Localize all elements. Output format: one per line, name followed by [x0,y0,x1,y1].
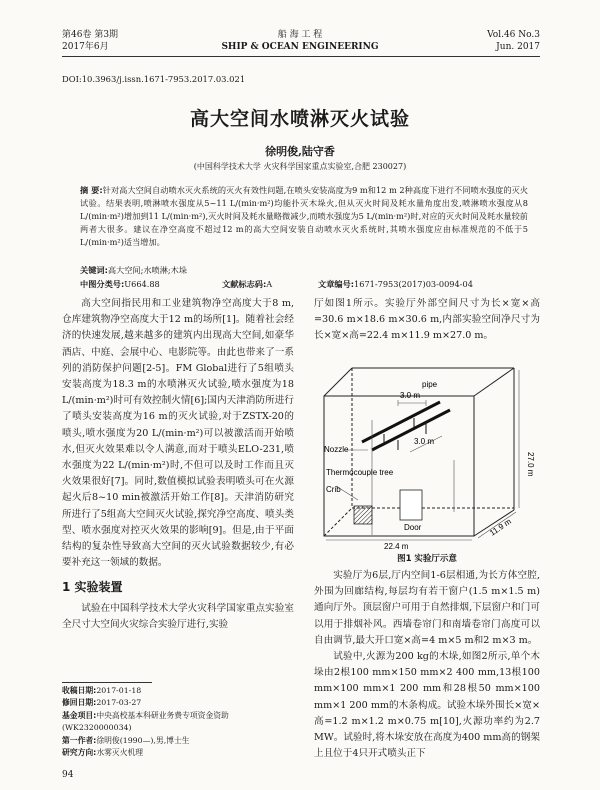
right-column-body [314,568,540,762]
keywords-text: 高大空间;水喷淋;木垛 [107,265,188,275]
left-column [62,296,294,633]
intro-paragraph: 高大空间指民用和工业建筑物净空高度大于8 m,仓库建筑物净空高度大于12 m的场所[1]。随着社会经济的快速发展,越来越多的建筑内出现高大空间,如豪华酒店、中庭、会展中心、电影院等。由此也带来了一系列的消防保护问题[2-5]。FM Global进行了5组喷头安装高度为18.3 m的水喷淋灭火试验,喷水强度为18 L/(min·m²)时可有效控制火情[6];国内天津消防所进行了喷头安装高度为16 m的灭火试验,对于ZSTX-20的喷头,喷水强度为20 L/(min·m²)可以被激活而开始喷水,但灭火效果难以令人满意,而对于喷头ELO-231,喷水强度为22 L/(min·m²)时,不但可以及时工作而且灭火效果很好[7]。同时,数值模拟试验表明喷头可在火源起火后8~10 min被激活开始工作[8]。天津消防研究所进行了5组高大空间灭火试验,探究净空高度、喷头类型、喷水强度对控灭火效果的影响[9]。但是,由于平面结构的复杂性导致高大空间的灭火试验数据较少,有必要补充这一领域的数据。 [62,298,294,569]
affiliation: (中国科学技术大学 火灾科学国家重点实验室,合肥 230027) [193,162,407,171]
label-thermocouple: Thermocouple tree [326,468,394,477]
header-date-cn: 2017年6月 [62,42,109,52]
article-number [318,278,473,290]
right-column-top: 厅如图1所示。实验厅外部空间尺寸为长×宽×高=30.6 m×18.6 m×30.6 m,内部实验空间净尺寸为长×宽×高=22.4 m×11.9 m×27.0 m。 [314,298,540,342]
dim-width: 11.9 m [488,516,513,538]
revised-label: 修回日期: [62,698,97,708]
fire-source-paragraph: 试验中,火源为200 kg的木垛,如图2所示,单个木垛由2根100 mm×150 mm×2 400 mm,13根100 mm×100 mm×1 200 mm和28根50 mm×100 mm×1 200 mm的木条构成。试验木垛外围长×宽×高=1.2 m×1.2 m×0.75 m[10],火源功率约为2.7 MW。试验时,将木垛安放在高度为400 mm高的钢架上且位于4只开式喷头正下 [314,651,540,760]
revised-date: 2017-03-27 [96,698,142,708]
page-number: 94 [62,770,74,780]
author-label: 第一作者: [62,735,97,745]
doc-label: 文献标志码: [222,279,267,289]
fund-label: 基金项目: [62,710,97,720]
field-label: 研究方向: [62,748,97,758]
setup-paragraph: 试验在中国科学技术大学火灾科学国家重点实验室全尺寸大空间火灾综合实验厅进行,实验 [62,602,294,630]
doc-code [222,278,272,290]
dim-spacing-mid: 3.0 m [414,437,435,446]
figure-1-diagram [314,360,540,551]
clc-label: 中图分类号: [80,279,125,289]
doc-value: A [266,279,273,289]
clc-value: U664.88 [124,279,160,289]
crib-block [354,506,372,524]
label-pipe: pipe [422,380,438,389]
header-journal-cn: 船 海 工 程 [277,30,323,40]
doi: DOI:10.3963/j.issn.1671-7953.2017.03.021 [62,74,246,84]
hall-front-face [324,396,474,536]
received-label: 收稿日期: [62,686,97,695]
dim-height: 27.0 m [526,452,535,477]
clc-number [80,278,160,290]
abstract [80,184,528,249]
header-volume-cn: 第46卷 第3期 [62,30,119,40]
header-journal-en: SHIP & OCEAN ENGINEERING [221,42,379,52]
section-title: 1 实验装置 [62,580,123,595]
abstract-text: 针对高大空间自动喷水灭火系统的灭火有效性问题,在喷头安装高度为9 m和12 m 2种高度下进行不同喷水强度的灭火试验。结果表明,喷淋喷水强度从5~11 L/(min·m²)均能扑灭木垛火,但从灭火时间及耗水量角度出发,喷淋喷水强度从8 L/(min·m²)增加到11 L/(min·m²),灭火时间及耗水量略微减少,而喷水强度为5 L/(min·m²)时,对应的灭火时间及耗水量较前两者大很多。建议在净空高度不超过12 m的高大空间安装自动喷水灭火系统时,其喷水强度应由标准规范的不低于5 L/(min·m²)适当增加。 [80,185,529,247]
authors: 徐明俊,陆守香 [265,145,335,158]
figure-caption: 图1 实验厅示意 [397,554,457,564]
label-door: Door [404,523,422,532]
article-value: 1671-7953(2017)03-0094-04 [354,279,473,289]
label-crib: Crib [326,485,341,494]
keywords [80,264,187,276]
author-text: 徐明俊(1990—),男,博士生 [96,735,190,745]
door [400,490,422,520]
hall-paragraph: 实验厅为6层,厅内空间1-6层相通,为长方体空腔,外围为回廊结构,每层均有若干窗户(1.5 m×1.5 m)通向厅外。顶层窗户可用于自然排烟,下层窗户和门可以用于排烟补风。西墙卷帘门和南墙卷帘门高度可以自由调节,最大开口宽×高=4 m×5 m和2 m×3 m。 [314,570,540,646]
hall-edge-top-right [474,368,514,396]
footnote-rule [62,682,152,683]
abstract-label: 摘 要: [80,185,103,195]
hall-hidden-floor-left [324,508,352,536]
article-label: 文章编号: [318,279,355,289]
received-date: 2017-01-18 [96,686,142,695]
keywords-label: 关键词: [80,265,108,275]
hall-edge-top-left [324,368,352,396]
field-text: 水雾灭火机理 [96,748,144,758]
header-volume-en: Vol.46 No.3 [487,30,540,40]
fund-text: 中央高校基本科研业务费专项资金资助(WK2320000034) [62,710,229,733]
header-date-en: Jun. 2017 [496,42,540,52]
label-nozzle: Nozzle [324,445,349,454]
dim-length: 22.4 m [384,542,409,551]
footnote [62,685,294,759]
paper-title: 高大空间水喷淋灭火试验 [189,108,410,130]
header-rule [62,56,540,57]
dim-spacing-top: 3.0 m [400,391,421,400]
